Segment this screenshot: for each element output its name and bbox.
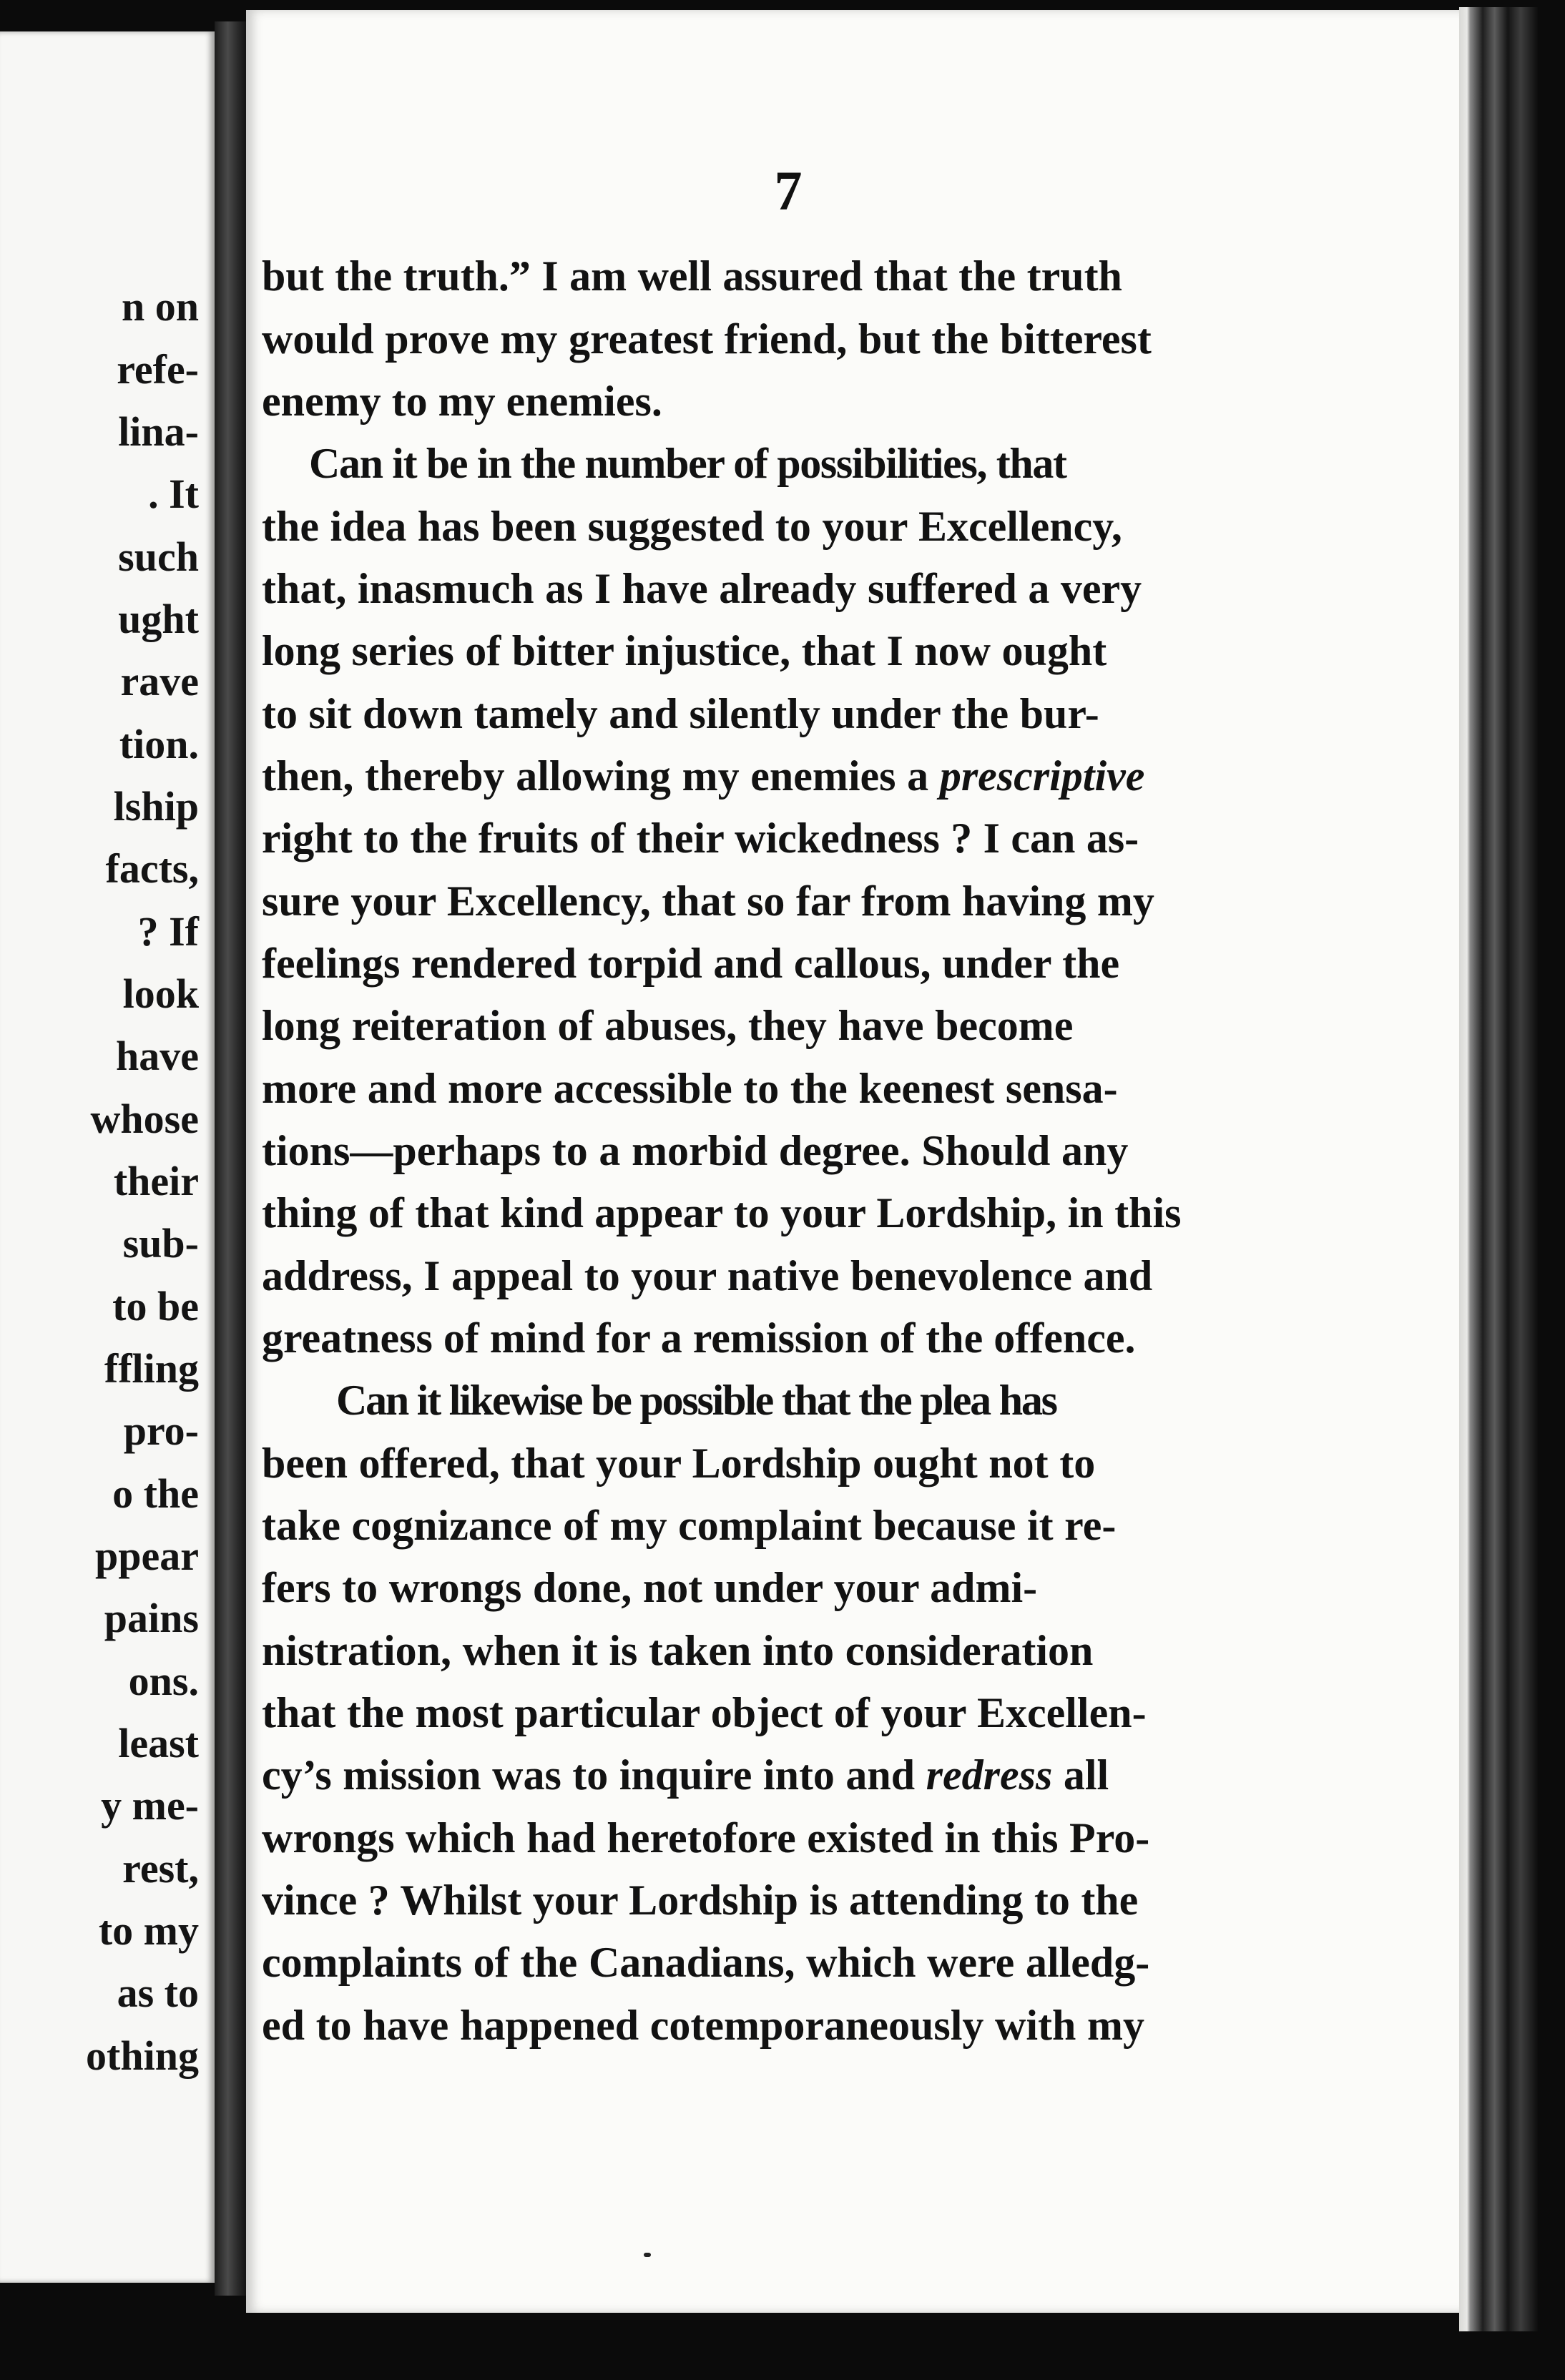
text-line: to sit down tamely and silently under the bur- (262, 690, 1099, 737)
text-line: wrongs which had heretofore existed in this Pro- (262, 1814, 1150, 1862)
left-page-line: rest, (122, 1845, 199, 1892)
left-page-line: . It (148, 471, 199, 517)
text-line-end: all (1052, 1751, 1109, 1799)
text-line: more and more accessible to the keenest sensa- (262, 1065, 1118, 1112)
text-line: would prove my greatest friend, but the bitterest (262, 315, 1152, 363)
text-line: nistration, when it is taken into consideration (262, 1627, 1094, 1674)
left-page-line: tion. (119, 721, 199, 767)
left-page-line: pains (104, 1595, 199, 1641)
text-line: take cognizance of my complaint because it re- (262, 1502, 1117, 1549)
italic-word: prescriptive (939, 752, 1145, 800)
left-page-line: othing (86, 2032, 199, 2079)
left-page-line: have (116, 1033, 199, 1079)
text-line: that, inasmuch as I have already suffered a very (262, 565, 1142, 612)
text-line: feelings rendered torpid and callous, under the (262, 940, 1120, 987)
left-page-line: o the (112, 1470, 199, 1517)
left-page-line: ons. (128, 1658, 199, 1704)
text-line (262, 752, 1335, 800)
left-page-line: least (118, 1720, 199, 1766)
text-line: the idea has been suggested to your Excellency, (262, 503, 1122, 550)
book-gutter (215, 21, 247, 2296)
text-line: long reiteration of abuses, they have become (262, 1002, 1074, 1049)
text-line: right to the fruits of their wickedness ? I can as- (262, 815, 1139, 862)
left-page-line: sub- (122, 1220, 199, 1267)
left-page-line: n on (121, 283, 199, 330)
text-line: Can it likewise be possible that the plea has (336, 1377, 1056, 1424)
text-line: thing of that kind appear to your Lordship, in this (262, 1189, 1182, 1236)
left-page-line: ? If (137, 908, 199, 955)
text-line: tions—perhaps to a morbid degree. Should any (262, 1127, 1129, 1174)
text-line: fers to wrongs done, not under your admi- (262, 1564, 1038, 1611)
text-line: vince ? Whilst your Lordship is attending to the (262, 1877, 1139, 1924)
page-number: 7 (774, 159, 803, 222)
text-line: but the truth.” I am well assured that the truth (262, 252, 1122, 300)
text-line: Can it be in the number of possibilities, that (309, 440, 1066, 487)
left-page-line: ffling (104, 1345, 199, 1392)
left-page-line: y me- (101, 1782, 199, 1829)
left-page-line: refe- (117, 346, 199, 393)
italic-word: redress (926, 1751, 1053, 1799)
text-line: been offered, that your Lordship ought not to (262, 1440, 1096, 1487)
left-page-line: lina- (118, 408, 199, 455)
left-page-line: whose (90, 1096, 199, 1142)
text-line: sure your Excellency, that so far from having my (262, 877, 1154, 925)
text-line: enemy to my enemies. (262, 378, 662, 425)
text-line: complaints of the Canadians, which were alledg- (262, 1939, 1150, 1986)
left-page-line: their (113, 1158, 199, 1204)
left-facing-page (0, 31, 215, 2283)
text-line: ed to have happened cotemporaneously with my (262, 2002, 1145, 2049)
left-page-line: pro- (123, 1407, 199, 1454)
left-page-line: ught (118, 596, 199, 642)
page-edge (1459, 7, 1538, 2331)
ink-speck (644, 2253, 651, 2257)
text-line: address, I appeal to your native benevolence and (262, 1252, 1153, 1299)
left-page-line: lship (113, 783, 199, 830)
left-page-line: such (118, 533, 199, 580)
left-page-line: ppear (95, 1533, 199, 1579)
text-line: long series of bitter injustice, that I now ought (262, 627, 1107, 674)
left-page-line: as to (117, 1970, 199, 2016)
text-line: greatness of mind for a remission of the offence. (262, 1314, 1136, 1362)
text-line (262, 1751, 1335, 1799)
text-line-start: cy’s mission was to inquire into and (262, 1751, 926, 1799)
left-page-line: rave (120, 658, 199, 704)
text-line: that the most particular object of your Excellen- (262, 1689, 1147, 1736)
text-line-start: then, thereby allowing my enemies a (262, 752, 940, 800)
left-page-line: to be (112, 1283, 199, 1329)
left-page-line: look (122, 970, 199, 1017)
left-page-line: facts, (105, 845, 199, 892)
left-page-line: to my (98, 1907, 199, 1954)
